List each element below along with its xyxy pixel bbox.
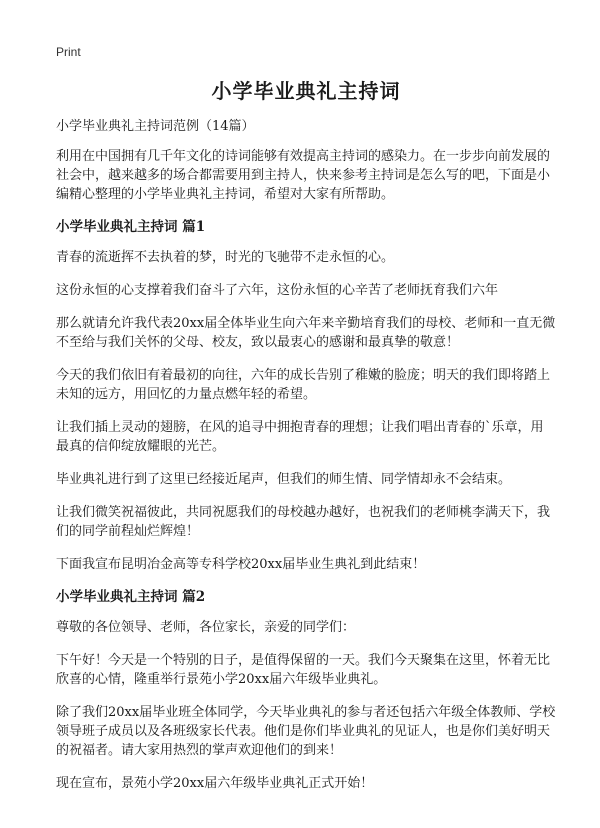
paragraph: 下午好！今天是一个特别的日子，是值得保留的一天。我们今天聚集在这里，怀着无比欣喜的心情，隆重举行景苑小学20xx届六年级毕业典礼。 [56, 653, 551, 687]
paragraph: 那么就请允许我代表20xx届全体毕业生向六年来辛勤培育我们的母校、老师和一直无微不至给与我们关怀的父母、校友，致以最衷心的感谢和最真挚的敬意！ [56, 316, 556, 350]
section-heading-2: 小学毕业典礼主持词 篇2 [56, 589, 206, 605]
paragraph: 除了我们20xx届毕业班全体同学，今天毕业典礼的参与者还包括六年级全体教师、学校领导班子成员以及各班级家长代表。他们是你们毕业典礼的见证人，也是你们美好明天的祝福者。请大家用热烈的掌声欢迎他们的到来！ [56, 705, 556, 758]
paragraph: 毕业典礼进行到了这里已经接近尾声，但我们的师生情、同学情却永不会结束。 [56, 472, 512, 487]
paragraph: 尊敬的各位领导、老师，各位家长，亲爱的同学们： [56, 620, 356, 635]
paragraph: 让我们插上灵动的翅膀，在风的追寻中拥抱青春的理想；让我们唱出青春的`乐章，用最真的信仰绽放耀眼的光芒。 [56, 420, 544, 454]
paragraph: 下面我宣布昆明冶金高等专科学校20xx届毕业生典礼到此结束！ [56, 557, 426, 572]
print-link[interactable]: Print [56, 45, 81, 59]
paragraph: 青春的流逝挥不去执着的梦，时光的飞驰带不走永恒的心。 [56, 250, 395, 265]
intro-paragraph: 利用在中国拥有几千年文化的诗词能够有效提高主持词的感染力。在一步步向前发展的社会中，越来越多的场合都需要用到主持人，快来参考主持词是怎么写的吧，下面是小编精心整理的小学毕业典礼主持词，希望对大家有所帮助。 [56, 149, 551, 202]
page-title: 小学毕业典礼主持词 [211, 79, 401, 103]
paragraph: 今天的我们依旧有着最初的向往，六年的成长告别了稚嫩的脸庞；明天的我们即将踏上未知的远方，用回忆的力量点燃年轻的希望。 [56, 368, 551, 402]
paragraph: 让我们微笑祝福彼此，共同祝愿我们的母校越办越好，也祝我们的老师桃李满天下，我们的同学前程灿烂辉煌！ [56, 505, 551, 539]
section-heading-1: 小学毕业典礼主持词 篇1 [56, 219, 206, 235]
paragraph: 现在宣布，景苑小学20xx届六年级毕业典礼正式开始！ [56, 776, 374, 791]
paragraph: 这份永恒的心支撑着我们奋斗了六年，这份永恒的心辛苦了老师抚育我们六年 [56, 283, 499, 298]
document-subtitle: 小学毕业典礼主持词范例（14篇） [56, 119, 255, 134]
